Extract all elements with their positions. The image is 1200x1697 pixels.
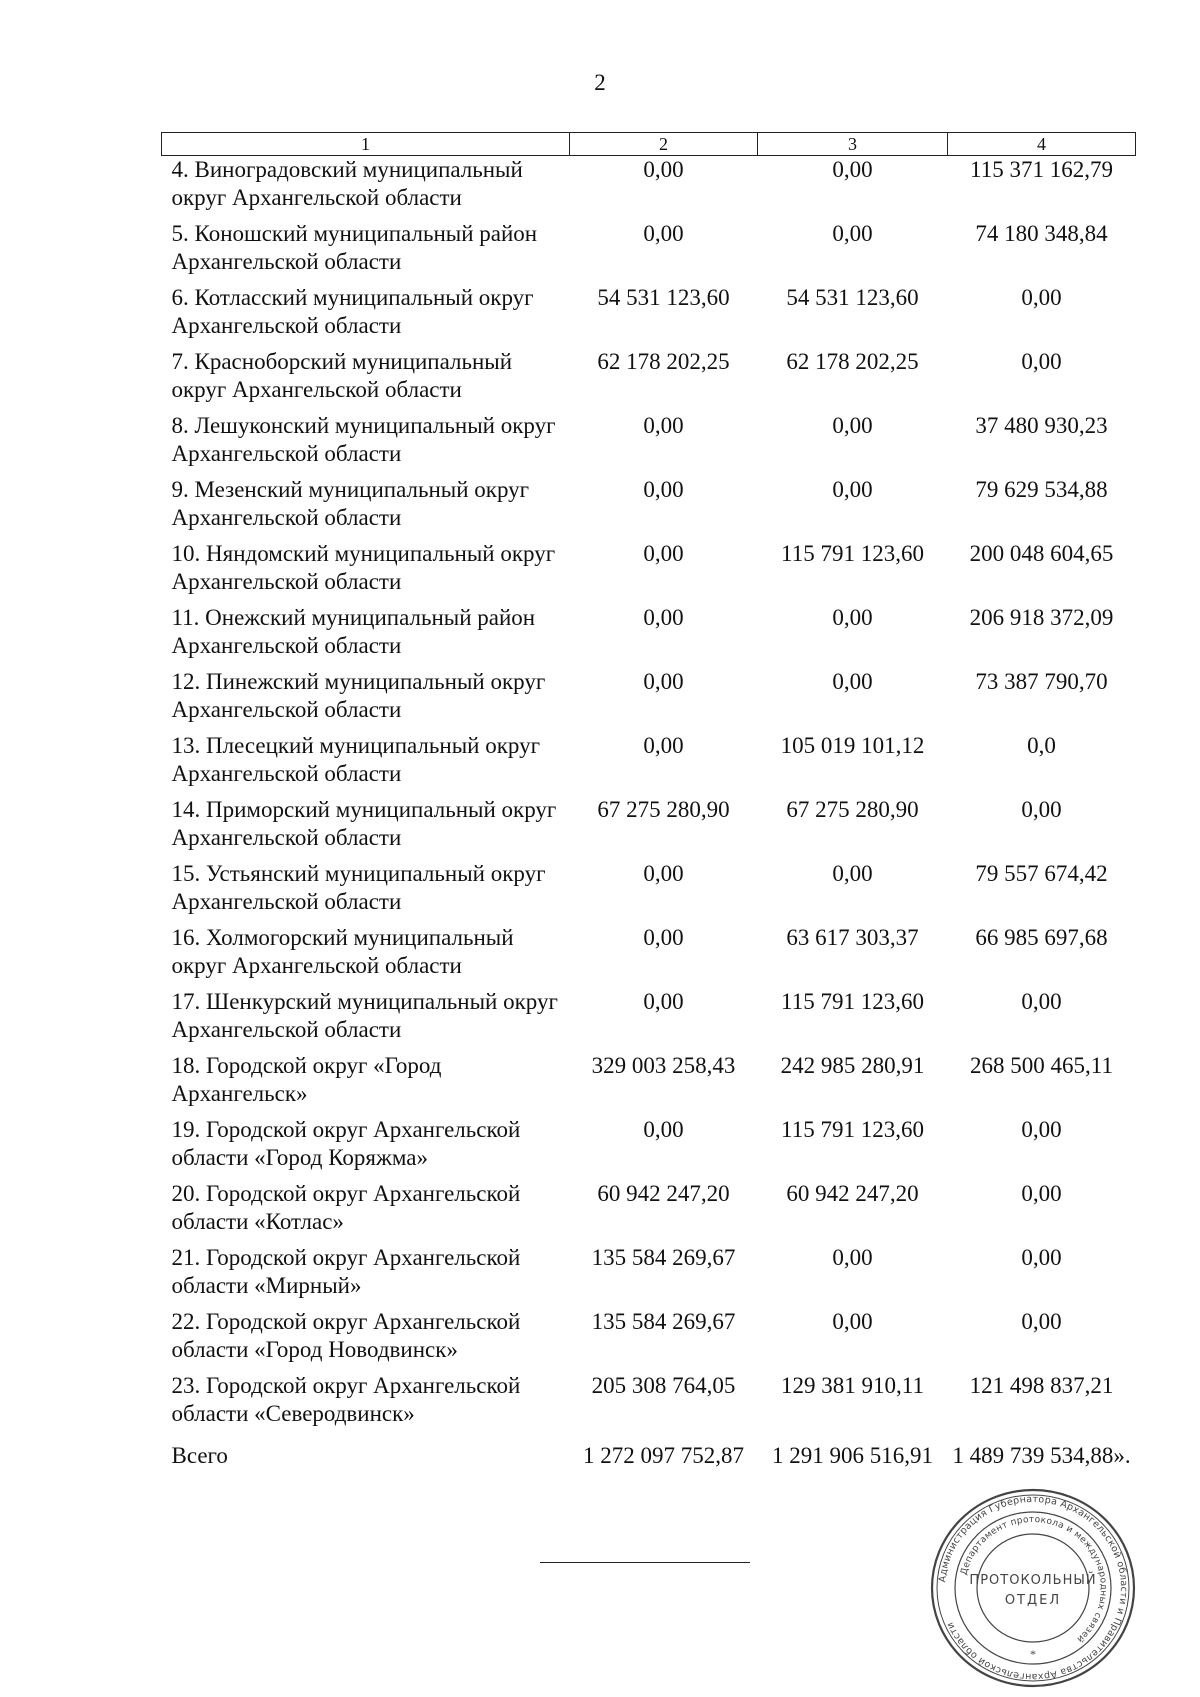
allocation-table-container xyxy=(161,132,1135,1478)
column-header: 2 xyxy=(570,133,758,156)
table-row xyxy=(162,1116,1136,1180)
row-name: 13. Плесецкий муниципальный округ Архангельской области xyxy=(171,733,541,786)
value-col-2: 0,00 xyxy=(643,989,684,1014)
row-name: 15. Устьянский муниципальный округ Архангельской области xyxy=(171,861,546,914)
table-body xyxy=(162,156,1136,1479)
value-col-2: 0,00 xyxy=(643,669,684,694)
value-col-4: 79 629 534,88 xyxy=(975,477,1108,502)
value-col-3: 0,00 xyxy=(832,861,873,886)
table-row xyxy=(162,220,1136,284)
table-row xyxy=(162,1180,1136,1244)
value-col-3: 1 291 906 516,91 xyxy=(772,1443,933,1468)
value-col-2: 0,00 xyxy=(643,541,684,566)
table-header xyxy=(162,133,1136,156)
value-col-3: 0,00 xyxy=(832,669,873,694)
value-col-2: 0,00 xyxy=(643,157,684,182)
value-col-4: 0,00 xyxy=(1021,1309,1062,1334)
value-col-3: 54 531 123,60 xyxy=(786,285,919,310)
page-number: 2 xyxy=(594,70,606,95)
value-col-3: 63 617 303,37 xyxy=(786,925,919,950)
value-col-3: 0,00 xyxy=(832,221,873,246)
table-row xyxy=(162,1372,1136,1436)
value-col-2: 135 584 269,67 xyxy=(591,1245,736,1270)
seal-star-icon: * xyxy=(1030,1647,1036,1661)
row-name: 12. Пинежский муниципальный округ Архангельской области xyxy=(171,669,546,722)
value-col-2: 62 178 202,25 xyxy=(597,349,730,374)
table-row xyxy=(162,476,1136,540)
value-col-2: 0,00 xyxy=(643,221,684,246)
value-col-2: 54 531 123,60 xyxy=(597,285,730,310)
official-seal xyxy=(928,1486,1138,1691)
value-col-3: 0,00 xyxy=(832,413,873,438)
value-col-3: 105 019 101,12 xyxy=(780,733,925,758)
table-row xyxy=(162,988,1136,1052)
table-row xyxy=(162,732,1136,796)
row-name: Всего xyxy=(171,1443,228,1468)
value-col-4: 74 180 348,84 xyxy=(975,221,1108,246)
row-name: 22. Городской округ Архангельской области «Город Новодвинск» xyxy=(171,1309,521,1362)
row-name: 10. Няндомский муниципальный округ Архангельской области xyxy=(171,541,556,594)
seal-graphic xyxy=(928,1486,1138,1691)
value-col-3: 0,00 xyxy=(832,605,873,630)
row-name: 8. Лешуконский муниципальный округ Архангельской области xyxy=(171,413,556,466)
value-col-3: 0,00 xyxy=(832,477,873,502)
value-col-2: 0,00 xyxy=(643,477,684,502)
allocation-table xyxy=(161,132,1136,1478)
column-header: 3 xyxy=(758,133,948,156)
table-row xyxy=(162,668,1136,732)
value-col-3: 0,00 xyxy=(832,1309,873,1334)
table-row xyxy=(162,924,1136,988)
row-name: 18. Городской округ «Город Архангельск» xyxy=(171,1053,442,1106)
row-name: 21. Городской округ Архангельской области «Мирный» xyxy=(171,1245,521,1298)
row-name: 23. Городской округ Архангельской области «Северодвинск» xyxy=(171,1373,521,1426)
value-col-4: 268 500 465,11 xyxy=(970,1053,1113,1078)
value-col-2: 60 942 247,20 xyxy=(597,1181,730,1206)
value-col-3: 242 985 280,91 xyxy=(780,1053,925,1078)
value-col-4: 0,00 xyxy=(1021,989,1062,1014)
value-col-4: 37 480 930,23 xyxy=(975,413,1108,438)
table-row xyxy=(162,540,1136,604)
row-name: 14. Приморский муниципальный округ Архангельской области xyxy=(171,797,557,850)
row-name: 11. Онежский муниципальный район Архангельской области xyxy=(171,605,536,658)
row-name: 9. Мезенский муниципальный округ Архангельской области xyxy=(171,477,530,530)
value-col-4: 0,0 xyxy=(1027,733,1056,758)
value-col-2: 0,00 xyxy=(643,861,684,886)
value-col-2: 135 584 269,67 xyxy=(591,1309,736,1334)
table-row xyxy=(162,156,1136,221)
seal-center-line1: ПРОТОКОЛЬНЫЙ xyxy=(969,1573,1097,1588)
value-col-3: 0,00 xyxy=(832,1245,873,1270)
value-col-3: 115 791 123,60 xyxy=(781,541,924,566)
total-row xyxy=(162,1436,1136,1478)
table-row xyxy=(162,860,1136,924)
row-name: 7. Красноборский муниципальный округ Архангельской области xyxy=(171,349,513,402)
seal-outer-text: Администрация Губернатора Архангельской области и Правительства Архангельской области xyxy=(937,1493,1130,1683)
value-col-4: 0,00 xyxy=(1021,1181,1062,1206)
value-col-2: 205 308 764,05 xyxy=(591,1373,736,1398)
table-row xyxy=(162,1308,1136,1372)
value-col-4: 0,00 xyxy=(1021,797,1062,822)
row-name: 20. Городской округ Архангельской области «Котлас» xyxy=(171,1181,521,1234)
value-col-4: 206 918 372,09 xyxy=(969,605,1114,630)
value-col-3: 67 275 280,90 xyxy=(786,797,919,822)
table-row xyxy=(162,1052,1136,1116)
row-name: 17. Шенкурский муниципальный округ Архангельской области xyxy=(171,989,558,1042)
seal-center-line2: ОТДЕЛ xyxy=(1004,1593,1062,1608)
value-col-4: 121 498 837,21 xyxy=(969,1373,1114,1398)
value-col-2: 0,00 xyxy=(643,733,684,758)
value-col-4: 0,00 xyxy=(1021,349,1062,374)
column-header: 4 xyxy=(948,133,1136,156)
value-col-2: 0,00 xyxy=(643,413,684,438)
row-name: 5. Коношский муниципальный район Архангельской области xyxy=(171,221,538,274)
table-row xyxy=(162,412,1136,476)
value-col-4: 0,00 xyxy=(1021,1245,1062,1270)
row-name: 19. Городской округ Архангельской области «Город Коряжма» xyxy=(171,1117,521,1170)
column-header: 1 xyxy=(162,133,570,156)
table-row xyxy=(162,348,1136,412)
value-col-4: 73 387 790,70 xyxy=(975,669,1108,694)
value-col-4: 115 371 162,79 xyxy=(970,157,1113,182)
value-col-2: 0,00 xyxy=(643,605,684,630)
separator-line xyxy=(540,1562,750,1563)
table-row xyxy=(162,1244,1136,1308)
row-name: 16. Холмогорский муниципальный округ Архангельской области xyxy=(171,925,514,978)
row-name: 4. Виноградовский муниципальный округ Архангельской области xyxy=(171,157,523,210)
value-col-2: 0,00 xyxy=(643,925,684,950)
value-col-4: 1 489 739 534,88». xyxy=(952,1443,1131,1468)
table-row xyxy=(162,796,1136,860)
value-col-2: 329 003 258,43 xyxy=(591,1053,736,1078)
table-row xyxy=(162,604,1136,668)
value-col-4: 0,00 xyxy=(1021,285,1062,310)
value-col-3: 60 942 247,20 xyxy=(786,1181,919,1206)
value-col-4: 79 557 674,42 xyxy=(975,861,1108,886)
value-col-4: 66 985 697,68 xyxy=(975,925,1108,950)
row-name: 6. Котласский муниципальный округ Архангельской области xyxy=(171,285,534,338)
value-col-2: 0,00 xyxy=(643,1117,684,1142)
table-row xyxy=(162,284,1136,348)
value-col-2: 67 275 280,90 xyxy=(597,797,730,822)
value-col-3: 129 381 910,11 xyxy=(781,1373,924,1398)
value-col-3: 62 178 202,25 xyxy=(786,349,919,374)
value-col-2: 1 272 097 752,87 xyxy=(583,1443,744,1468)
value-col-3: 115 791 123,60 xyxy=(781,1117,924,1142)
value-col-3: 0,00 xyxy=(832,157,873,182)
value-col-4: 200 048 604,65 xyxy=(969,541,1114,566)
seal-inner-text: Департамент протокола и международных связей xyxy=(959,1514,1109,1645)
value-col-3: 115 791 123,60 xyxy=(781,989,924,1014)
value-col-4: 0,00 xyxy=(1021,1117,1062,1142)
